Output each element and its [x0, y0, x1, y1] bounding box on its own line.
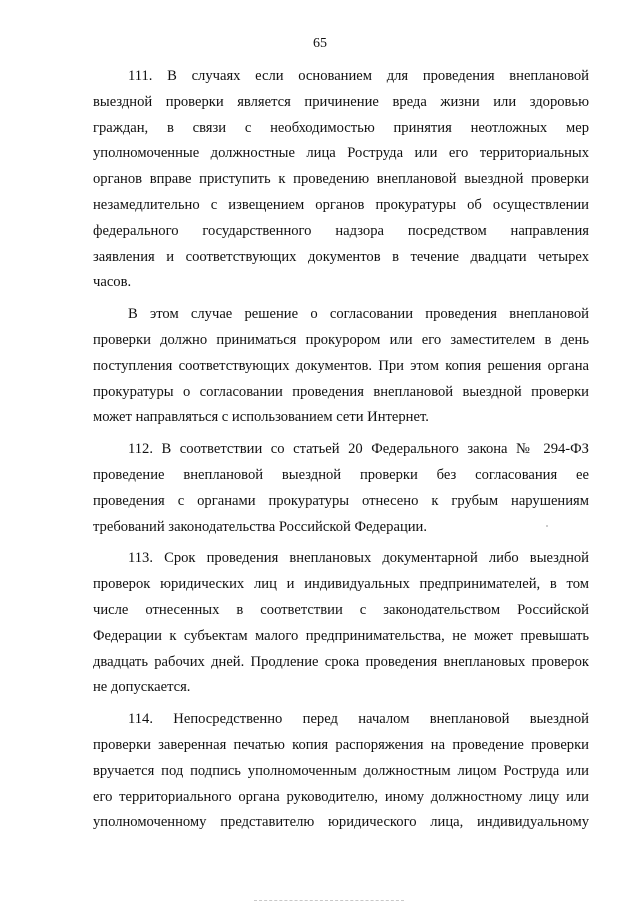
paragraph-line: выездной проверки является причинение вреда жизни или здоровью: [93, 93, 589, 110]
paragraph-line: уполномоченному представителю юридического лица, индивидуальному: [93, 814, 589, 831]
paragraph-line: федерального государственного надзора посредством направления: [93, 222, 589, 239]
paragraph-line: проведение внеплановой выездной проверки без согласования ее: [93, 466, 589, 483]
paragraph-line: 114. Непосредственно перед началом внеплановой выездной: [128, 711, 589, 728]
paragraph-line: Федерации к субъектам малого предпринимательства, не может превышать: [93, 627, 589, 644]
paragraph-line: поступления соответствующих документов. При этом копия решения органа: [93, 357, 589, 374]
paragraph-111: [93, 64, 589, 296]
paragraph-line: уполномоченные должностные лица Роструда или его территориальных: [93, 145, 589, 162]
paragraph-line: 112. В соответствии со статьей 20 Федерального закона № 294-ФЗ: [128, 441, 589, 458]
page-number: 65: [313, 36, 327, 51]
paragraph-line: не допускается.: [93, 679, 191, 696]
paragraph-line: проверки должно приниматься прокурором или его заместителем в день: [93, 331, 589, 348]
paragraph-line: незамедлительно с извещением органов прокуратуры об осуществлении: [93, 196, 589, 213]
scan-artifact-line: [254, 900, 404, 901]
document-body: [93, 64, 589, 836]
paragraph-line: часов.: [93, 274, 132, 291]
paragraph-line: В этом случае решение о согласовании проведения внеплановой: [128, 306, 589, 323]
paragraph-line: 111. В случаях если основанием для проведения внеплановой: [128, 68, 589, 84]
paragraph-line: числе отнесенных в соответствии с законодательством Российской: [93, 601, 589, 618]
paragraph-line: двадцать рабочих дней. Продление срока проведения внеплановых проверок: [93, 653, 589, 670]
paragraph-line: органов вправе приступить к проведению внеплановой выездной проверки: [93, 171, 589, 188]
paragraph-111-continuation: [93, 302, 589, 431]
paragraph-line: требований законодательства Российской Федерации.: [93, 518, 428, 535]
paragraph-line: 113. Срок проведения внеплановых документарной либо выездной: [128, 550, 589, 567]
paragraph-line: граждан, в связи с необходимостью принятия неотложных мер: [93, 119, 589, 136]
scan-speck: [546, 525, 548, 527]
paragraph-line: его территориального органа руководителю, иному должностному лицу или: [93, 788, 589, 805]
paragraph-line: проверок юридических лиц и индивидуальных предпринимателей, в том: [93, 576, 589, 593]
paragraph-line: проведения с органами прокуратуры отнесено к грубым нарушениям: [93, 492, 589, 509]
paragraph-line: вручается под подпись уполномоченным должностным лицом Роструда или: [93, 762, 589, 779]
paragraph-line: заявления и соответствующих документов в течение двадцати четырех: [93, 248, 589, 265]
paragraph-114: [93, 707, 589, 836]
paragraph-line: может направляться с использованием сети Интернет.: [93, 409, 429, 426]
paragraph-line: проверки заверенная печатью копия распоряжения на проведение проверки: [93, 736, 589, 753]
paragraph-113: [93, 546, 589, 701]
paragraph-112: [93, 437, 589, 540]
paragraph-line: прокуратуры о согласовании проведения внеплановой выездной проверки: [93, 383, 589, 400]
